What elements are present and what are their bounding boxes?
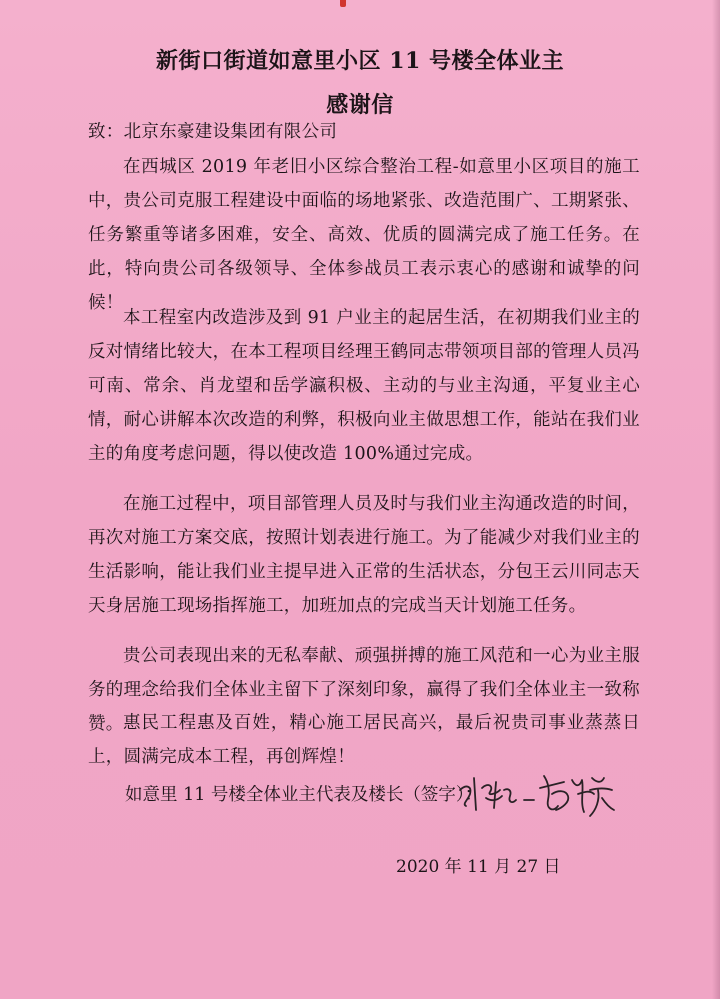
handwritten-signature [452,760,622,830]
paragraph-4: 贵公司表现出来的无私奉献、顽强拼搏的施工风范和一心为业主服务的理念给我们全体业主留下了深刻印象，赢得了我们全体业主一致称赞。 [88,646,640,734]
letter-subtitle: 感谢信 [326,92,394,118]
letter-title: 新街口街道如意里小区 11 号楼全体业主 [156,48,564,74]
signature-label: 如意里 11 号楼全体业主代表及楼长（签字）： [125,785,483,805]
paragraph-3: 在施工过程中，项目部管理人员及时与我们业主沟通改造的时间，再次对施工方案交底，按照计划表进行施工。为了能减少对我们业主的生活影响，能让我们业主提早进入正常的生活状态，分包王云川同志天天身居施工现场指挥施工，加班加点的完成当天计划施工任务。 [88,494,640,616]
addressee: 致：北京东豪建设集团有限公司 [88,122,338,142]
paragraph-5: 惠民工程惠及百姓，精心施工居民高兴，最后祝贵司事业蒸蒸日上，圆满完成本工程，再创辉煌！ [88,713,640,767]
paragraph-1: 在西城区 2019 年老旧小区综合整治工程-如意里小区项目的施工中，贵公司克服工程建设中面临的场地紧张、改造范围广、工期紧张、任务繁重等诸多困难，安全、高效、优质的圆满完成了施工任务。在此，特向贵公司各级领导、全体参战员工表示衷心的感谢和诚挚的问候！ [88,157,640,313]
red-mark [340,0,346,7]
paragraph-2: 本工程室内改造涉及到 91 户业主的起居生活，在初期我们业主的反对情绪比较大，在本工程项目经理王鹤同志带领项目部的管理人员冯可南、常余、肖龙望和岳学瀛积极、主动的与业主沟通，平复业主心情，耐心讲解本次改造的利弊，积极向业主做思想工作，能站在我们业主的角度考虑问题，得以使改造 100%通过完成。 [88,308,640,464]
paper-edge-shadow [712,0,720,999]
letter-date: 2020 年 11 月 27 日 [396,857,561,877]
